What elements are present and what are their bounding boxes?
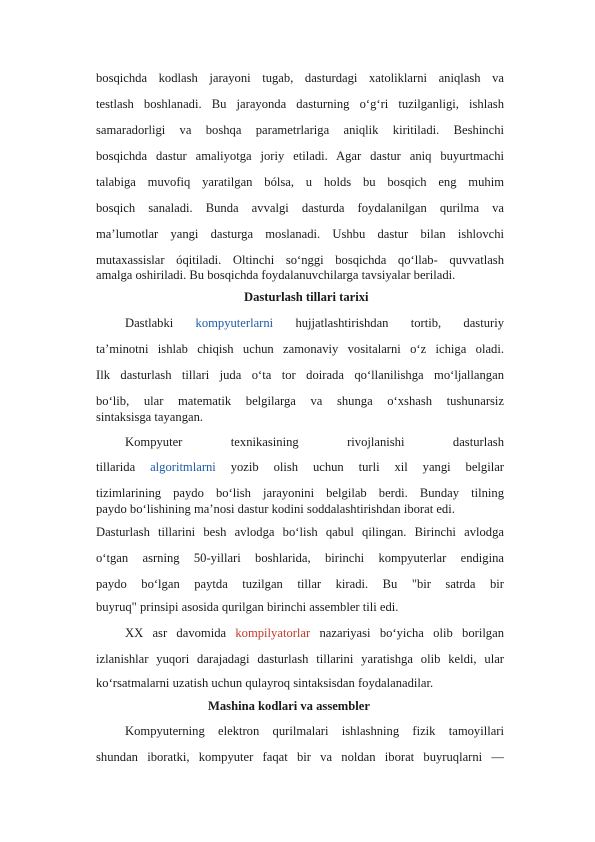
paragraph-line: izlanishlar yuqori darajadagi dasturlash tillarini yaratishga olib keldi, ular	[96, 652, 504, 666]
paragraph-line: ma’lumotlar yangi dasturga moslanadi. Ushbu dastur bilan ishlovchi	[96, 227, 504, 241]
paragraph-line: bosqichda dastur amaliyotga joriy etiladi. Agar dastur aniq buyurtmachi	[96, 149, 504, 163]
paragraph-line: paydo bo‘lishining ma’nosi dastur kodini soddalashtirishdan iborat edi.	[96, 502, 455, 516]
paragraph-line: shundan iboratki, kompyuter faqat bir va noldan iborat buyruqlarni —	[96, 750, 504, 764]
text-span: nazariyasi bo‘yicha olib borilgan	[310, 626, 504, 640]
kompilyatorlar-link[interactable]: kompilyatorlar	[235, 626, 311, 640]
text-span: yozib olish uchun turli xil yangi belgilar	[215, 460, 504, 474]
text-span: XX asr davomida	[125, 626, 236, 640]
paragraph-line: buyruq" prinsipi asosida qurilgan birinchi assembler tili edi.	[96, 600, 399, 614]
paragraph-line: Dasturlash tillarini besh avlodga bo‘lish qabul qilingan. Birinchi avlodga	[96, 525, 504, 539]
paragraph-line: ko‘rsatmalarni uzatish uchun qulayroq sintaksisdan foydalanadilar.	[96, 676, 434, 690]
paragraph-line: testlash boshlanadi. Bu jarayonda dasturning o‘g‘ri tuzilganligi, ishlash	[96, 97, 504, 111]
section-heading: Mashina kodlari va assembler	[208, 699, 370, 713]
paragraph-line: sintaksisga tayangan.	[96, 410, 204, 424]
paragraph-line	[96, 459, 504, 475]
text-span: tillarida	[96, 460, 151, 474]
paragraph-line: mutaxassislar óqitiladi. Oltinchi so‘nggi bosqichda qo‘llab- quvvatlash	[96, 253, 504, 267]
text-span: hujjatlashtirishdan tortib, dasturiy	[273, 316, 504, 330]
paragraph-line: bosqichda kodlash jarayoni tugab, dasturdagi xatoliklarni aniqlash va	[96, 71, 504, 85]
paragraph-line: bo‘lib, ular matematik belgilarga va shunga o‘xshash tushunarsiz	[96, 394, 504, 408]
paragraph-line: ta’minotni ishlab chiqish uchun zamonaviy vositalarni o‘z ichiga oladi.	[96, 342, 504, 356]
algoritmlarni-link[interactable]: algoritmlarni	[150, 460, 216, 474]
paragraph-line: amalga oshiriladi. Bu bosqichda foydalanuvchilarga tavsiyalar beriladi.	[96, 268, 456, 282]
text-span: Dastlabki	[125, 316, 196, 330]
paragraph-line: Kompyuter texnikasining rivojlanishi dasturlash	[125, 435, 504, 449]
paragraph-line	[125, 315, 504, 331]
kompyuterlarni-link[interactable]: kompyuterlarni	[195, 316, 274, 330]
paragraph-line: bosqich sanaladi. Bunda avvalgi dasturda foydalanilgan qurilma va	[96, 201, 504, 215]
section-heading: Dasturlash tillari tarixi	[244, 290, 369, 304]
paragraph-line: Kompyuterning elektron qurilmalari ishlashning fizik tamoyillari	[125, 724, 504, 738]
paragraph-line: tizimlarining paydo bo‘lish jarayonini belgilab berdi. Bunday tilning	[96, 486, 504, 500]
paragraph-line	[125, 625, 504, 641]
paragraph-line: paydo bo‘lgan paytda tuzilgan tillar kiradi. Bu "bir satrda bir	[96, 577, 504, 591]
paragraph-line: Ilk dasturlash tillari juda o‘ta tor doirada qo‘llanilishga mo‘ljallangan	[96, 368, 504, 382]
paragraph-line: o‘tgan asrning 50-yillari boshlarida, birinchi kompyuterlar endigina	[96, 551, 504, 565]
paragraph-line: talabiga muvofiq yaratilgan bólsa, u holds bu bosqich eng muhim	[96, 175, 504, 189]
paragraph-line: samaradorligi va boshqa parametrlariga aniqlik kiritiladi. Beshinchi	[96, 123, 504, 137]
